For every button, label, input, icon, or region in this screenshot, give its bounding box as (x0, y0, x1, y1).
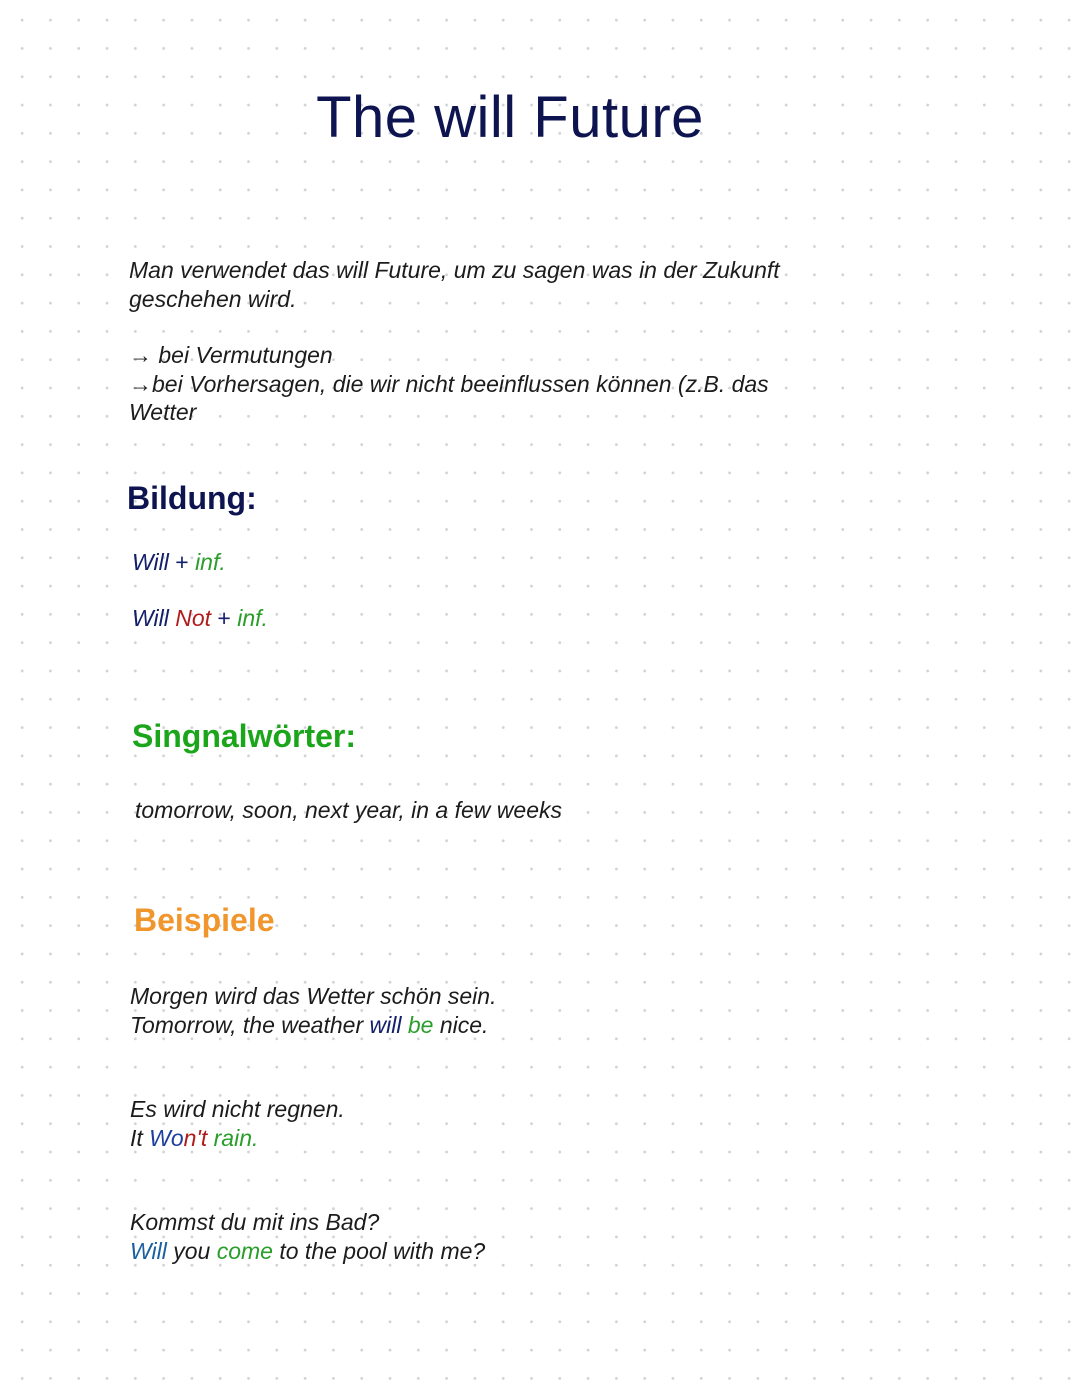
example-text: nice. (433, 1011, 489, 1038)
usage-item-vermutungen: → bei Vermutungen (129, 342, 333, 368)
example-english (130, 1011, 496, 1040)
example-english (130, 1237, 485, 1266)
intro-line: geschehen wird. (129, 285, 297, 312)
formula-positive (132, 548, 226, 577)
example-german: Morgen wird das Wetter schön sein. (130, 983, 497, 1009)
intro-line: Man verwendet das will Future, um zu sagen was in der Zukunft (129, 257, 780, 283)
usage-item-vorhersagen-cont: Wetter (129, 399, 197, 425)
usage-item-vorhersagen: →bei Vorhersagen, die wir nicht beeinflussen können (z.B. das (129, 370, 769, 397)
formula-negative (132, 604, 268, 633)
signal-words: tomorrow, soon, next year, in a few weeks (135, 797, 562, 823)
example-1 (130, 982, 496, 1039)
beispiele-heading: Beispiele (134, 902, 275, 938)
example-text: It (130, 1124, 150, 1151)
example-will: will (369, 1011, 402, 1038)
example-german: Es wird nicht regnen. (130, 1096, 345, 1122)
example-not: n't (183, 1124, 208, 1151)
formula-will: Will (132, 605, 169, 631)
example-verb: be (407, 1011, 434, 1038)
example-2 (130, 1095, 345, 1152)
example-will: Wo (149, 1124, 184, 1151)
usage-list (129, 341, 769, 427)
formula-plus: + (211, 605, 238, 631)
page-title: The will Future (316, 85, 704, 150)
example-text: you (166, 1237, 217, 1264)
formula-will: Will (132, 549, 169, 575)
example-text: Tomorrow, the weather (130, 1011, 370, 1038)
example-3 (130, 1208, 485, 1265)
example-german: Kommst du mit ins Bad? (130, 1209, 380, 1235)
formula-inf: inf. (237, 605, 268, 631)
example-english (130, 1124, 345, 1153)
formula-inf: inf. (195, 549, 226, 575)
example-text: to the pool with me? (272, 1237, 486, 1264)
formula-plus: + (168, 549, 196, 575)
intro-paragraph (129, 256, 780, 313)
bildung-heading: Bildung: (127, 480, 257, 516)
example-verb: rain. (213, 1124, 259, 1151)
signal-heading: Singnalwörter: (132, 718, 357, 754)
formula-not: Not (175, 605, 212, 631)
example-will: Will (130, 1237, 167, 1264)
example-verb: come (216, 1237, 273, 1264)
